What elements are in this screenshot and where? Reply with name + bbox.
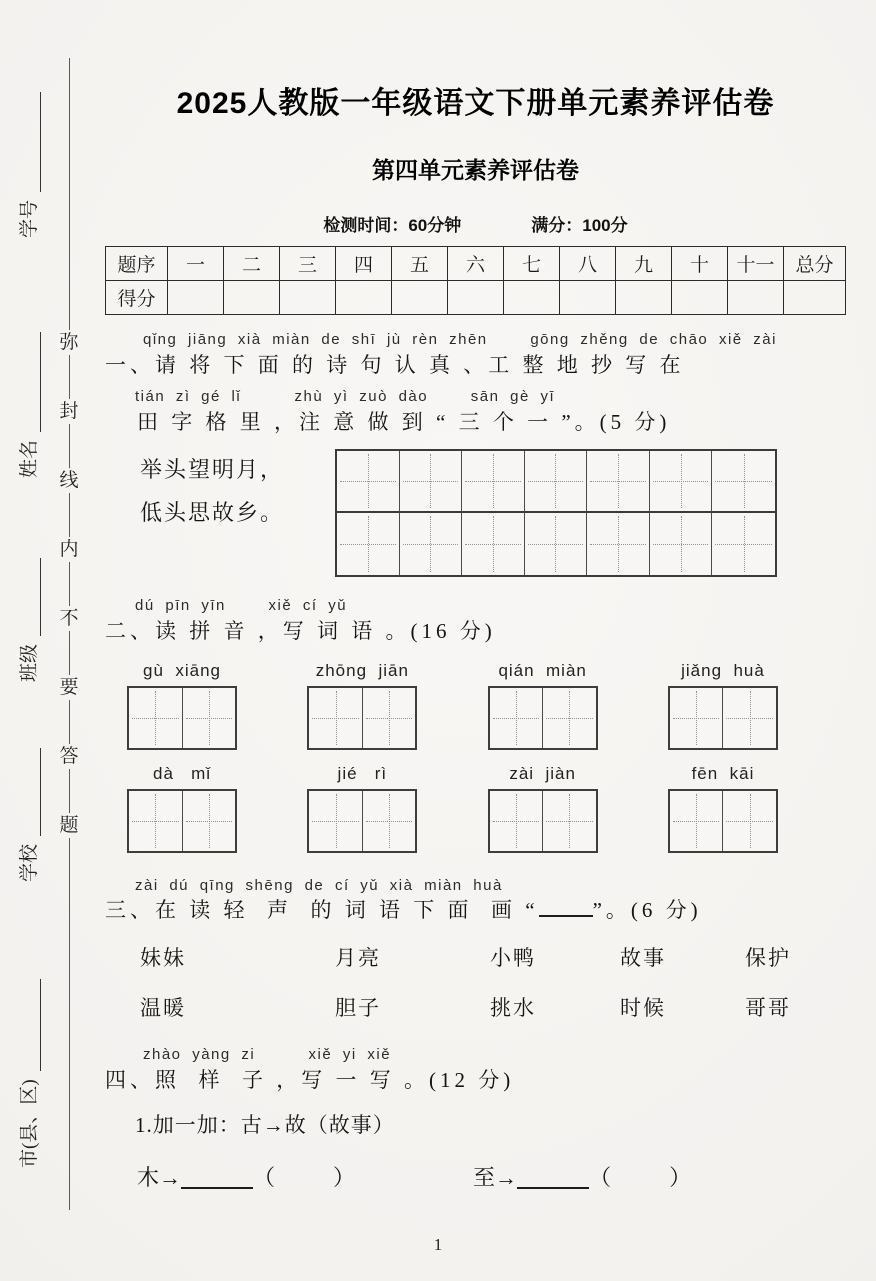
question-1: [105, 331, 846, 577]
seal-char: 封: [59, 401, 79, 422]
tianzige-cell: [712, 451, 775, 513]
tianzige-cell: [670, 688, 724, 748]
q4-example: 1.加一加：古→故（故事）: [135, 1112, 395, 1137]
answer-box: [307, 686, 417, 750]
seal-line-segment: [69, 838, 70, 1210]
score-cell-empty: [224, 281, 280, 315]
field-name-label: 姓名: [19, 439, 40, 478]
pinyin-word: qián miàn: [498, 660, 587, 680]
q3-text-after: ”。(6 分): [592, 898, 702, 923]
q4-item-char: 木→: [137, 1164, 182, 1190]
score-cell-empty: [672, 281, 728, 315]
answer-box: [488, 686, 598, 750]
q3-word: 故事: [620, 945, 666, 970]
poem-line-2: 低头思故乡。: [140, 500, 285, 526]
tianzige-cell: [587, 513, 650, 575]
tianzige-cell: [129, 791, 183, 851]
q2-text: 二、读 拼 音 ，写 词 语 。(16 分): [105, 619, 496, 644]
tianzige-cell: [400, 451, 463, 513]
q4-items: [105, 1161, 846, 1192]
seal-line: [56, 58, 82, 1210]
score-table-cell: 总分: [784, 247, 846, 281]
score-cell-empty: [784, 281, 846, 315]
poem-text: [105, 449, 335, 577]
field-class: [14, 558, 41, 682]
tianzige-cell: [490, 791, 544, 851]
q1-copy-area: [105, 449, 846, 577]
score-cell-empty: [392, 281, 448, 315]
score-table-cell: 四: [336, 247, 392, 281]
pinyin-word: dà mǐ: [152, 763, 212, 783]
q2-word-group: [668, 764, 778, 853]
paper-title: 2025人教版一年级语文下册单元素养评估卷: [176, 87, 775, 120]
score-table-cell: 六: [448, 247, 504, 281]
field-name: [14, 332, 41, 478]
pinyin-word: jié rì: [337, 763, 388, 783]
q2-word-group: [127, 661, 237, 750]
underline-blank: [539, 915, 593, 917]
field-city-county-blank: [40, 979, 41, 1071]
pinyin-word: gù xiāng: [143, 660, 221, 680]
paren-open: （: [589, 1164, 612, 1190]
q2-word-group: [307, 764, 417, 853]
paren-close: ）: [333, 1164, 356, 1190]
pinyin-word: fēn kāi: [691, 763, 755, 783]
q3-word: 胆子: [335, 995, 381, 1020]
score-table-cell: 七: [504, 247, 560, 281]
q2-word-group: [127, 764, 237, 853]
q2-word-group: [668, 661, 778, 750]
seal-char: 答: [59, 746, 79, 767]
seal-line-segment: [69, 493, 70, 537]
paper-subtitle: 第四单元素养评估卷: [372, 157, 579, 183]
seal-char: 题: [59, 815, 79, 836]
tianzige-cell: [183, 791, 236, 851]
poem-line-1: 举头望明月，: [140, 457, 285, 483]
tianzige-cell: [490, 688, 544, 748]
q2-word-row-2: [105, 764, 846, 853]
question-3: [105, 877, 846, 1022]
tianzige-cell: [337, 451, 400, 513]
q3-word: 保护: [745, 945, 791, 970]
seal-line-segment: [69, 769, 70, 813]
seal-line-segment: [69, 355, 70, 399]
exam-full-score: 满分：100分: [531, 216, 628, 235]
q3-word: 挑水: [490, 995, 536, 1020]
q4-item: [473, 1161, 691, 1192]
q3-word: 哥哥: [745, 995, 791, 1020]
paren-open: （: [253, 1164, 276, 1190]
pinyin-word: zài jiàn: [509, 763, 576, 783]
score-cell-empty: [280, 281, 336, 315]
seal-char: 不: [59, 608, 79, 629]
q2-word-group: [488, 764, 598, 853]
field-student-number-label: 学号: [19, 199, 40, 238]
q2-word-group: [307, 661, 417, 750]
tianzige-cell: [129, 688, 183, 748]
field-student-number: [14, 92, 41, 238]
score-table-cell: 题序: [106, 247, 168, 281]
q4-text: 四、照 样 子 ，写 一 写 。(12 分): [105, 1067, 515, 1092]
seal-char: 线: [59, 470, 79, 491]
q3-word: 温暖: [140, 995, 186, 1020]
question-4: [105, 1046, 846, 1192]
seal-line-segment: [69, 58, 70, 330]
q3-word: 小鸭: [490, 945, 536, 970]
seal-char: 内: [59, 539, 79, 560]
score-table-cell: 二: [224, 247, 280, 281]
tianzige-cell: [723, 688, 776, 748]
score-table-cell: 五: [392, 247, 448, 281]
score-cell-empty: [504, 281, 560, 315]
exam-paper: [105, 0, 846, 1192]
score-cell-empty: [336, 281, 392, 315]
field-class-label: 班级: [19, 643, 40, 682]
q1-text-line2: 田 字 格 里 ，注 意 做 到 “ 三 个 一 ”。(5 分): [137, 409, 671, 434]
q4-item: [137, 1161, 355, 1192]
field-name-blank: [40, 332, 41, 432]
answer-box: [668, 789, 778, 853]
tianzige-cell: [337, 513, 400, 575]
pinyin-word: jiǎng huà: [681, 660, 765, 680]
answer-box: [668, 686, 778, 750]
tianzige-cell: [462, 451, 525, 513]
tianzige-cell: [650, 451, 713, 513]
field-student-number-blank: [40, 92, 41, 192]
score-table-cell: 八: [560, 247, 616, 281]
score-cell-empty: [728, 281, 784, 315]
score-table-score-row: [106, 281, 846, 315]
tianzige-cell: [363, 791, 416, 851]
q4-pinyin: zhào yàng zi xiě yi xiě: [143, 1045, 392, 1063]
q3-word: 月亮: [335, 945, 381, 970]
q1-text-line1: 一、请 将 下 面 的 诗 句 认 真 、工 整 地 抄 写 在: [105, 352, 685, 377]
q3-word: 妹妹: [140, 945, 186, 970]
seal-line-segment: [69, 562, 70, 606]
q3-pinyin: zài dú qīng shēng de cí yǔ xià miàn huà: [135, 876, 503, 894]
tianzige-cell: [723, 791, 776, 851]
score-row-label: 得分: [106, 281, 168, 315]
seal-line-segment: [69, 424, 70, 468]
q3-text-before: 三、在 读 轻 声 的 词 语 下 面 画 “: [105, 898, 539, 923]
question-2: [105, 597, 846, 852]
seal-char: 要: [59, 677, 79, 698]
tianzige-cell: [587, 451, 650, 513]
score-table-cell: 十: [672, 247, 728, 281]
q2-word-group: [488, 661, 598, 750]
seal-char: 弥: [59, 332, 79, 353]
tianzige-cell: [462, 513, 525, 575]
score-table: [105, 246, 846, 315]
q4-item-char: 至→: [473, 1164, 518, 1190]
field-school-label: 学校: [19, 843, 40, 882]
seal-line-segment: [69, 631, 70, 675]
q3-words: [105, 942, 846, 1022]
pinyin-word: zhōng jiān: [315, 660, 409, 680]
tianzige-cell: [543, 791, 596, 851]
tianzige-cell: [400, 513, 463, 575]
tianzige-cell: [712, 513, 775, 575]
q2-word-row-1: [105, 661, 846, 750]
tianzige-cell: [670, 791, 724, 851]
score-table-cell: 九: [616, 247, 672, 281]
score-cell-empty: [616, 281, 672, 315]
score-table-cell: 十一: [728, 247, 784, 281]
q3-text: [105, 895, 846, 925]
answer-box: [488, 789, 598, 853]
q1-pinyin-line1: qǐng jiāng xià miàn de shī jù rèn zhēn gōng zhěng de chāo xiě zài: [143, 331, 777, 348]
tianzige-cell: [525, 451, 588, 513]
tianzige-cell: [309, 688, 363, 748]
field-school-blank: [40, 748, 41, 836]
answer-blank: [181, 1187, 253, 1189]
q2-pinyin: dú pīn yīn xiě cí yǔ: [135, 597, 348, 615]
field-city-county-label: 市(县、区): [19, 1079, 40, 1168]
answer-box: [127, 789, 237, 853]
field-school: [14, 748, 41, 882]
page-number: 1: [433, 1235, 443, 1254]
tianzige-cell: [363, 688, 416, 748]
score-table-cell: 三: [280, 247, 336, 281]
tianzige-cell: [650, 513, 713, 575]
field-city-county: [14, 979, 41, 1168]
q1-pinyin-line2: tián zì gé lǐ zhù yì zuò dào sān gè yī: [135, 388, 556, 406]
tianzige-cell: [183, 688, 236, 748]
tianzige-copy-grid: [335, 449, 777, 577]
score-table-cell: 一: [168, 247, 224, 281]
tianzige-cell: [543, 688, 596, 748]
score-cell-empty: [168, 281, 224, 315]
tianzige-cell: [309, 791, 363, 851]
tianzige-cell: [525, 513, 588, 575]
score-cell-empty: [448, 281, 504, 315]
q3-word: 时候: [620, 995, 666, 1020]
score-table-header-row: [106, 247, 846, 281]
exam-meta: [105, 211, 846, 236]
exam-time: 检测时间：60分钟: [323, 216, 462, 235]
field-class-blank: [40, 558, 41, 636]
score-cell-empty: [560, 281, 616, 315]
answer-blank: [517, 1187, 589, 1189]
seal-line-segment: [69, 700, 70, 744]
answer-box: [307, 789, 417, 853]
answer-box: [127, 686, 237, 750]
paren-close: ）: [669, 1164, 692, 1190]
